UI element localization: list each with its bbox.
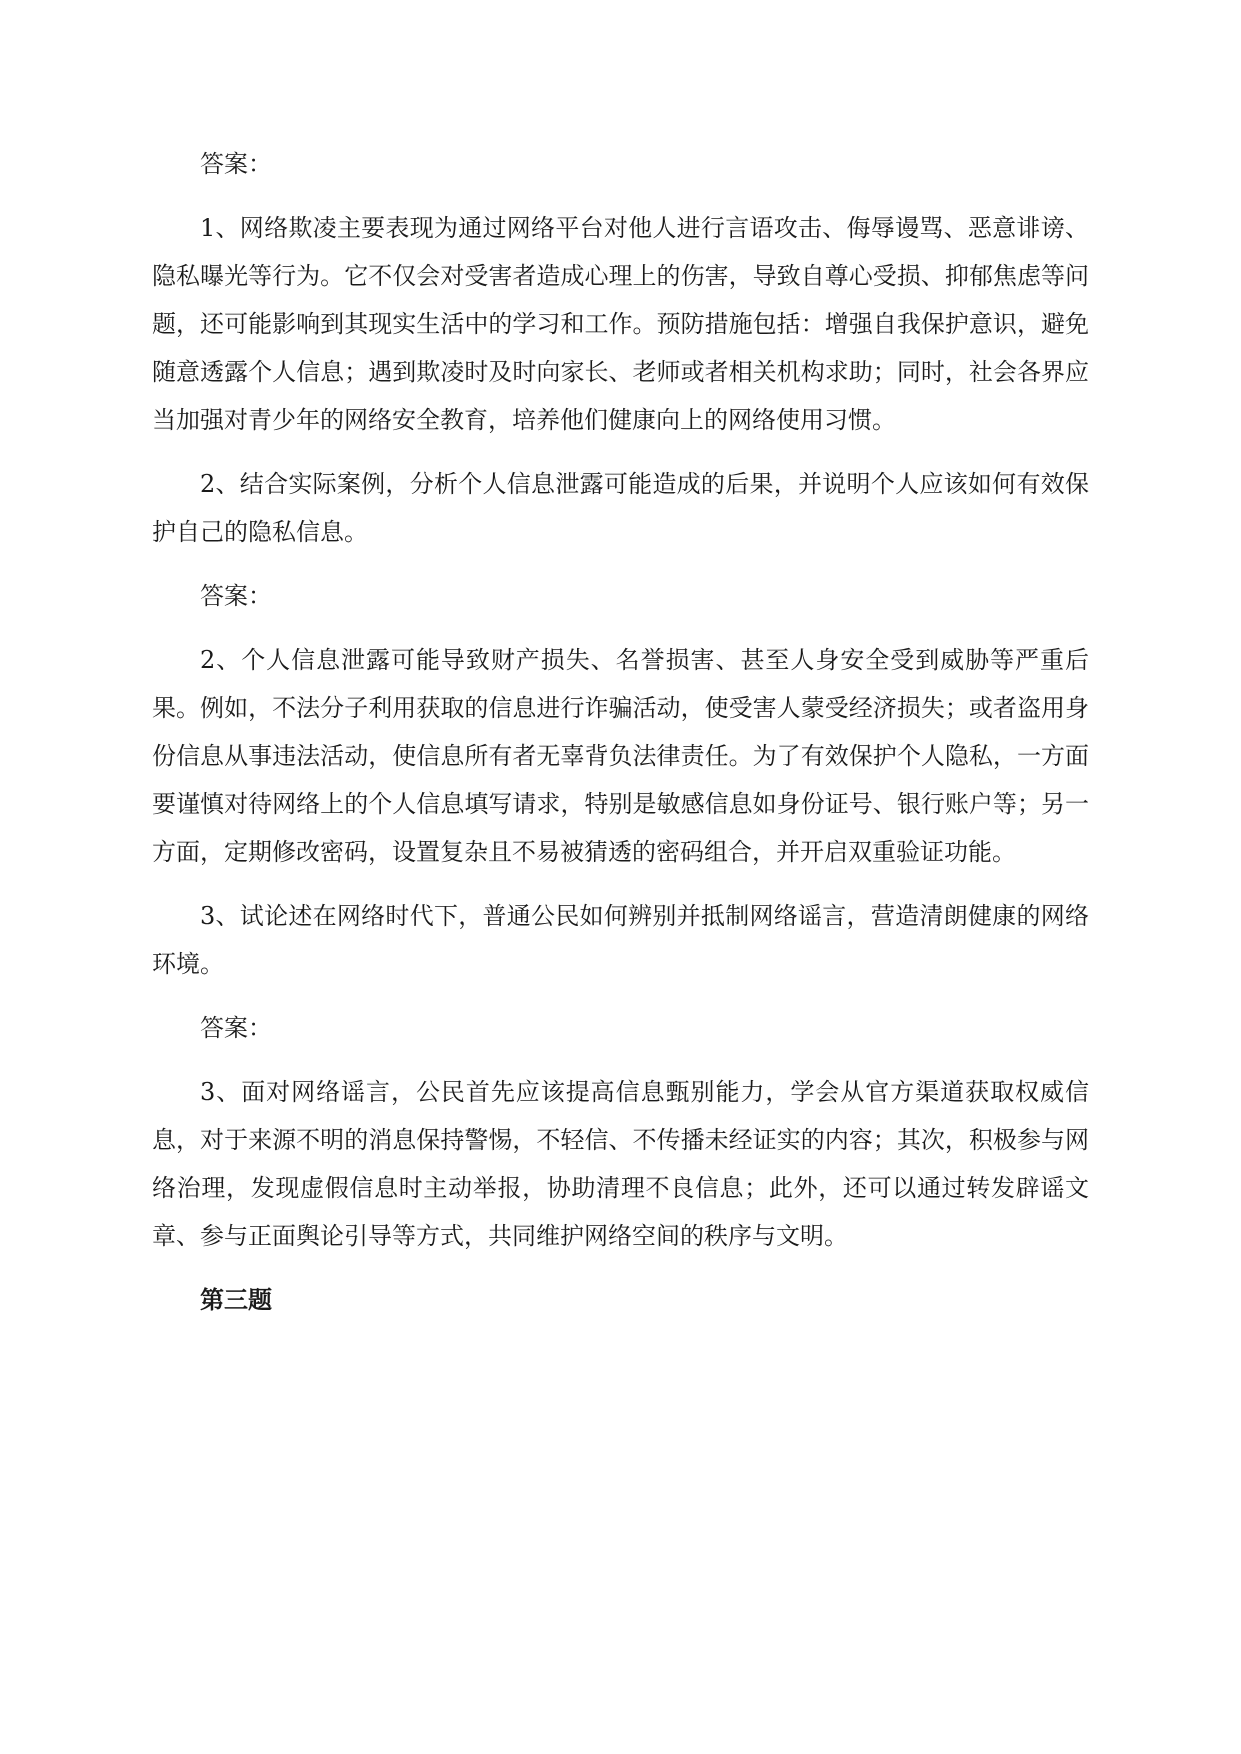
answer-paragraph-1: 1、网络欺凌主要表现为通过网络平台对他人进行言语攻击、侮辱谩骂、恶意诽谤、隐私曝光等行为。它不仅会对受害者造成心理上的伤害，导致自尊心受损、抑郁焦虑等问题，还可能影响到其现实生活中的学习和工作。预防措施包括：增强自我保护意识，避免随意透露个人信息；遇到欺凌时及时向家长、老师或者相关机构求助；同时，社会各界应当加强对青少年的网络安全教育，培养他们健康向上的网络使用习惯。 bbox=[152, 214, 1089, 434]
document-body bbox=[152, 140, 1089, 1340]
question-paragraph-2: 2、结合实际案例，分析个人信息泄露可能造成的后果，并说明个人应该如何有效保护自己的隐私信息。 bbox=[152, 470, 1089, 546]
answer-label-3: 答案： bbox=[200, 1014, 272, 1042]
answer-paragraph-2: 2、个人信息泄露可能导致财产损失、名誉损害、甚至人身安全受到威胁等严重后果。例如，不法分子利用获取的信息进行诈骗活动，使受害人蒙受经济损失；或者盗用身份信息从事违法活动，使信息所有者无辜背负法律责任。为了有效保护个人隐私，一方面要谨慎对待网络上的个人信息填写请求，特别是敏感信息如身份证号、银行账户等；另一方面，定期修改密码，设置复杂且不易被猜透的密码组合，并开启双重验证功能。 bbox=[152, 646, 1089, 866]
question-paragraph-3: 3、试论述在网络时代下，普通公民如何辨别并抵制网络谣言，营造清朗健康的网络环境。 bbox=[152, 902, 1089, 978]
section-heading: 第三题 bbox=[200, 1286, 272, 1314]
answer-paragraph-3: 3、面对网络谣言，公民首先应该提高信息甄别能力，学会从官方渠道获取权威信息，对于来源不明的消息保持警惕，不轻信、不传播未经证实的内容；其次，积极参与网络治理，发现虚假信息时主动举报，协助清理不良信息；此外，还可以通过转发辟谣文章、参与正面舆论引导等方式，共同维护网络空间的秩序与文明。 bbox=[152, 1078, 1089, 1250]
answer-label-2: 答案： bbox=[200, 582, 272, 610]
answer-label-1: 答案： bbox=[200, 150, 272, 178]
